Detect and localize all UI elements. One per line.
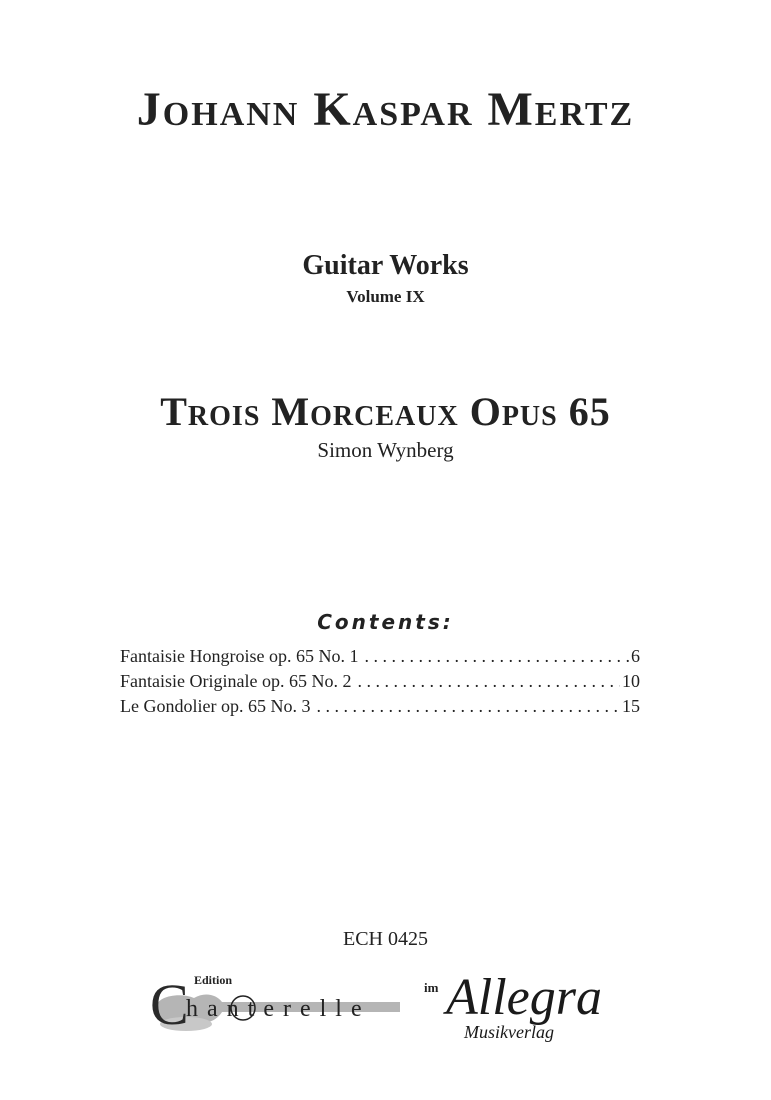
edition-label: Edition <box>194 973 233 987</box>
editor-name: Simon Wynberg <box>317 438 454 462</box>
svg-text:hanterelle: hanterelle <box>186 996 371 1022</box>
toc-entry <box>120 671 640 696</box>
series-title: Guitar Works <box>302 250 469 281</box>
edition-chanterelle-logo <box>150 968 410 1034</box>
volume-label: Volume IX <box>346 287 425 306</box>
toc-entry-title: Le Gondolier op. 65 No. 3 <box>120 696 311 716</box>
toc-entry <box>120 646 640 671</box>
toc-entry-page: 15 <box>622 696 640 716</box>
toc-entry <box>120 696 640 721</box>
allegra-wordmark: Allegra <box>446 969 602 1026</box>
logo-prefix: im <box>424 980 439 995</box>
toc-entry-title: Fantaisie Originale op. 65 No. 2 <box>120 671 352 691</box>
toc-leader-dots <box>364 646 629 667</box>
toc-entry-page: 10 <box>622 671 640 691</box>
table-of-contents <box>120 646 640 721</box>
toc-leader-dots <box>316 696 620 717</box>
catalog-number: ECH 0425 <box>343 928 428 950</box>
toc-entry-title: Fantaisie Hongroise op. 65 No. 1 <box>120 646 359 666</box>
toc-entry-page: 6 <box>631 646 640 666</box>
toc-leader-dots <box>357 671 620 692</box>
work-title: Trois Morceaux Opus 65 <box>160 389 611 434</box>
allegra-musikverlag-logo <box>420 956 620 1046</box>
composer-name: Johann Kaspar Mertz <box>136 83 635 136</box>
musikverlag-wordmark: Musikverlag <box>464 1022 554 1042</box>
svg-text:C: C <box>150 972 189 1034</box>
contents-heading: Contents: <box>317 610 454 634</box>
